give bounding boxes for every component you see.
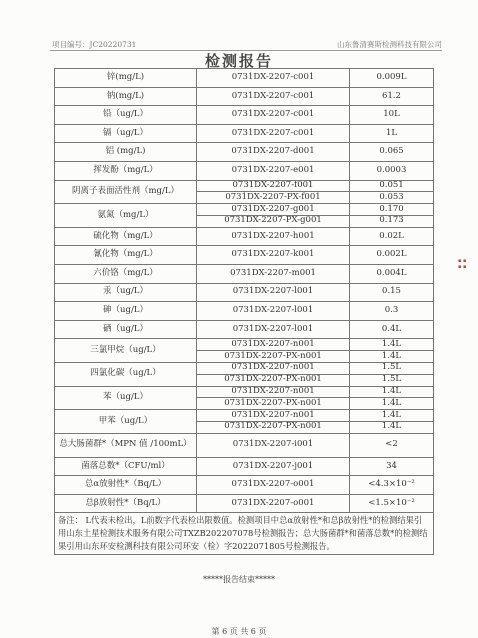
- result-cell: 0.051: [350, 180, 434, 192]
- sample-id-cell: 0731DX-2207-j001: [197, 457, 350, 476]
- sample-id-cell: 0731DX-2207-n001: [197, 410, 350, 422]
- sample-id-cell: 0731DX-2207-n001: [197, 386, 350, 398]
- sample-id-cell: 0731DX-2207-g001: [197, 204, 350, 216]
- result-cell: 1.4L: [350, 410, 434, 422]
- result-cell: 61.2: [350, 87, 434, 106]
- result-cell: 0.02L: [350, 227, 434, 246]
- sample-id-cell: 0731DX-2207-c001: [197, 69, 350, 88]
- table-row: [55, 227, 434, 246]
- test-item-cell: 氰化物（mg/L）: [55, 246, 197, 265]
- sample-id-cell: 0731DX-2207-d001: [197, 143, 350, 162]
- report-number: 项目编号：JC20220731: [52, 40, 137, 49]
- table-row: [55, 494, 434, 513]
- result-cell: 0.15: [350, 283, 434, 302]
- sample-id-cell: 0731DX-2207-n001: [197, 362, 350, 374]
- table-row: [55, 476, 434, 495]
- page-header: [52, 38, 442, 50]
- table-row: [55, 106, 434, 125]
- table-row: [55, 246, 434, 265]
- sample-id-cell: 0731DX-2207-f001: [197, 180, 350, 192]
- table-row: [55, 69, 434, 88]
- result-cell: 0.004L: [350, 264, 434, 283]
- result-cell: 1.4L: [350, 351, 434, 363]
- test-item-cell: 铅（ug/L）: [55, 106, 197, 125]
- sample-id-cell: 0731DX-2207-l001: [197, 320, 350, 339]
- test-item-cell: 汞（ug/L）: [55, 283, 197, 302]
- table-row: [55, 143, 434, 162]
- result-cell: 1.4L: [350, 398, 434, 410]
- test-item-cell: 砷（ug/L）: [55, 302, 197, 321]
- sample-id-cell: 0731DX-2207-c001: [197, 106, 350, 125]
- result-cell: 10L: [350, 106, 434, 125]
- result-cell: 1.5L: [350, 362, 434, 374]
- sample-id-cell: 0731DX-2207-i001: [197, 433, 350, 457]
- test-item-cell: 三氯甲烷（ug/L）: [55, 339, 197, 363]
- sample-id-cell: 0731DX-2207-c001: [197, 87, 350, 106]
- result-cell: <4.3×10⁻²: [350, 476, 434, 495]
- company-name: 山东鲁清赛斯检测科技有限公司: [337, 40, 442, 49]
- result-cell: 0.0003: [350, 161, 434, 180]
- result-cell: 1L: [350, 124, 434, 143]
- result-cell: 0.009L: [350, 69, 434, 88]
- table-row: [55, 124, 434, 143]
- test-item-cell: 甲苯（ug/L）: [55, 410, 197, 434]
- sample-id-cell: 0731DX-2207-PX-n001: [197, 421, 350, 433]
- table-row: [55, 161, 434, 180]
- test-item-cell: 挥发酚（mg/L）: [55, 161, 197, 180]
- sample-id-cell: 0731DX-2207-PX-g001: [197, 215, 350, 227]
- remarks-note: 备注： L代表未检出，L前数字代表检出限数值。检测项目中总α放射性*和总β放射性*的检测结果引用山东土星检测技术服务有限公司TXZB202207078号检测报告；总大肠菌群*和菌落总数*的检测结果引用山东环安检测科技有限公司环安（检）字2022071805号检测报告。: [55, 513, 434, 555]
- result-cell: 0.170: [350, 204, 434, 216]
- result-cell: 0.173: [350, 215, 434, 227]
- sample-id-cell: 0731DX-2207-o001: [197, 476, 350, 495]
- test-item-cell: 铝 (mg/L): [55, 143, 197, 162]
- test-item-cell: 苯（ug/L）: [55, 386, 197, 410]
- table-row: [55, 180, 434, 192]
- page-title: 检测报告: [204, 52, 273, 70]
- sample-id-cell: 0731DX-2207-c001: [197, 124, 350, 143]
- sample-id-cell: 0731DX-2207-h001: [197, 227, 350, 246]
- test-item-cell: 总α放射性*（Bq/L）: [55, 476, 197, 495]
- table-row: [55, 87, 434, 106]
- report-end-mark: *****报告结束*****: [203, 575, 275, 584]
- result-cell: <2: [350, 433, 434, 457]
- result-cell: 0.065: [350, 143, 434, 162]
- sample-id-cell: 0731DX-2207-PX-n001: [197, 374, 350, 386]
- test-item-cell: 六价铬（mg/L）: [55, 264, 197, 283]
- test-item-cell: 硫化物（mg/L）: [55, 227, 197, 246]
- table-row: [55, 283, 434, 302]
- page-footer: 第 6 页 共 6 页: [211, 627, 267, 636]
- table-row: [55, 264, 434, 283]
- sample-id-cell: 0731DX-2207-l001: [197, 283, 350, 302]
- table-row: [55, 433, 434, 457]
- table-row: [55, 339, 434, 351]
- result-cell: 1.4L: [350, 421, 434, 433]
- sample-id-cell: 0731DX-2207-PX-n001: [197, 351, 350, 363]
- sample-id-cell: 0731DX-2207-PX-n001: [197, 398, 350, 410]
- table-row: [55, 320, 434, 339]
- sample-id-cell: 0731DX-2207-n001: [197, 339, 350, 351]
- test-item-cell: 镉（ug/L）: [55, 124, 197, 143]
- sample-id-cell: 0731DX-2207-l001: [197, 302, 350, 321]
- result-cell: 1.4L: [350, 339, 434, 351]
- result-cell: 1.5L: [350, 374, 434, 386]
- note-row: [55, 513, 434, 555]
- results-table: [54, 68, 434, 555]
- test-item-cell: 总β放射性*（Bq/L）: [55, 494, 197, 513]
- result-cell: 1.4L: [350, 386, 434, 398]
- test-item-cell: 硒（ug/L）: [55, 320, 197, 339]
- test-item-cell: 菌落总数*（CFU/ml）: [55, 457, 197, 476]
- sample-id-cell: 0731DX-2207-PX-f001: [197, 192, 350, 204]
- test-item-cell: 氨氮（mg/L）: [55, 204, 197, 228]
- table-row: [55, 457, 434, 476]
- result-cell: 0.053: [350, 192, 434, 204]
- table-row: [55, 362, 434, 374]
- table-row: [55, 386, 434, 398]
- table-row: [55, 204, 434, 216]
- result-cell: 0.002L: [350, 246, 434, 265]
- side-seal: ▪ ▪ ▪ ▪: [458, 258, 467, 270]
- test-item-cell: 阴离子表面活性剂（mg/L）: [55, 180, 197, 204]
- test-item-cell: 锌(mg/L): [55, 69, 197, 88]
- test-item-cell: 四氯化碳（ug/L）: [55, 362, 197, 386]
- test-item-cell: 钠(mg/L): [55, 87, 197, 106]
- result-cell: 0.3: [350, 302, 434, 321]
- sample-id-cell: 0731DX-2207-e001: [197, 161, 350, 180]
- table-row: [55, 410, 434, 422]
- sample-id-cell: 0731DX-2207-o001: [197, 494, 350, 513]
- table-row: [55, 302, 434, 321]
- result-cell: 34: [350, 457, 434, 476]
- test-item-cell: 总大肠菌群*（MPN 值 /100mL）: [55, 433, 197, 457]
- sample-id-cell: 0731DX-2207-m001: [197, 264, 350, 283]
- result-cell: 0.4L: [350, 320, 434, 339]
- sample-id-cell: 0731DX-2207-k001: [197, 246, 350, 265]
- result-cell: <1.5×10⁻²: [350, 494, 434, 513]
